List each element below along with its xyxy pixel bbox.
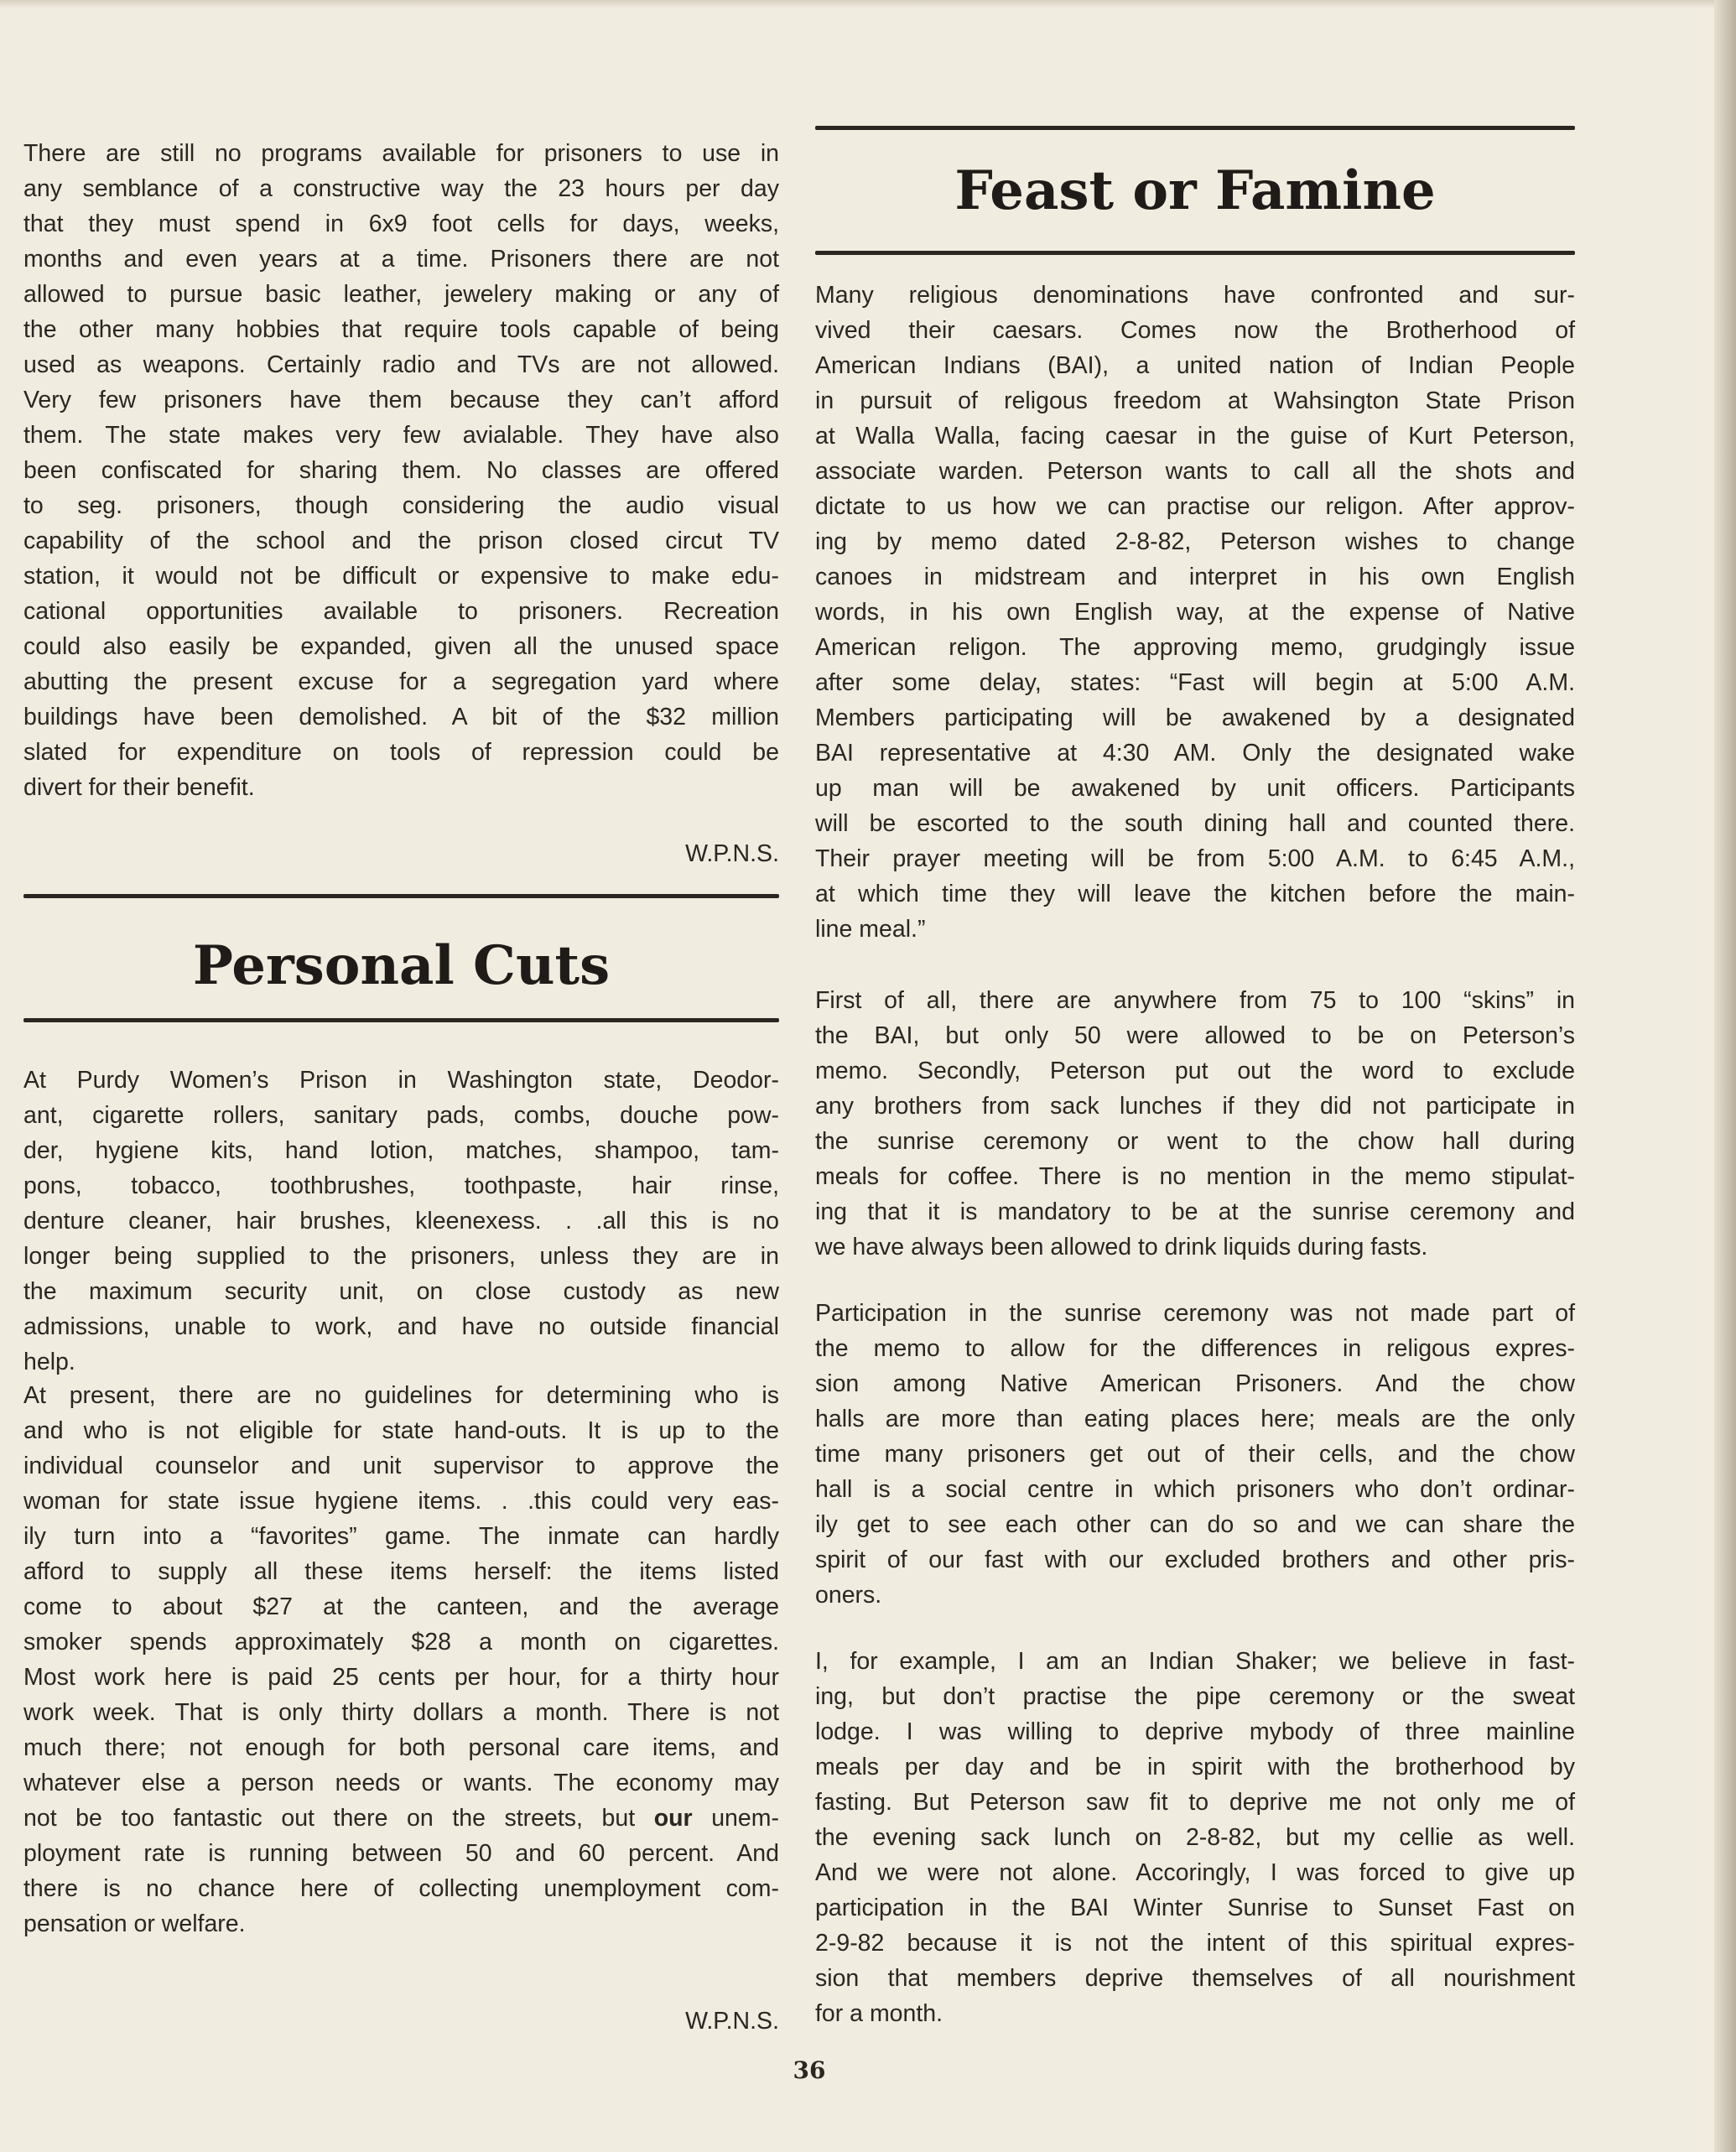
article-heading-feast-or-famine: Feast or Famine — [954, 159, 1436, 222]
text-line: associate warden. Peterson wants to call all the shots and — [815, 458, 1575, 485]
text-line: Very few prisoners have them because they can’t afford — [23, 387, 779, 413]
text-line: ing, but don’t practise the pipe ceremony or the sweat — [815, 1683, 1575, 1710]
text-line: Members participating will be awakened by a designated — [815, 704, 1575, 731]
text-line: ing by memo dated 2-8-82, Peterson wishes to change — [815, 528, 1575, 555]
text-line: the memo to allow for the differences in religous expres- — [815, 1335, 1575, 1362]
text-line: pons, tobacco, toothbrushes, toothpaste, hair rinse, — [23, 1172, 779, 1199]
text-line: fasting. But Peterson saw fit to deprive me not only me of — [815, 1789, 1575, 1816]
text-line: dictate to us how we can practise our religon. After approv- — [815, 493, 1575, 520]
text-line: to seg. prisoners, though considering the audio visual — [23, 492, 779, 519]
text-line: time many prisoners get out of their cells, and the chow — [815, 1441, 1575, 1468]
right-column — [815, 0, 1575, 2152]
text-line: Most work here is paid 25 cents per hour, for a thirty hour — [23, 1664, 779, 1691]
text-line: capability of the school and the prison closed circut TV — [23, 528, 779, 554]
text-line: At Purdy Women’s Prison in Washington state, Deodor- — [23, 1067, 779, 1094]
article-heading-personal-cuts: Personal Cuts — [192, 934, 611, 997]
text-line: afford to supply all these items herself: the items listed — [23, 1558, 779, 1585]
personal-cuts-paragraph-1 — [23, 1063, 779, 1380]
text-line: Many religious denominations have confronted and sur- — [815, 282, 1575, 309]
emphasis-text: our — [653, 1805, 693, 1832]
text-line: the BAI, but only 50 were allowed to be on Peterson’s — [815, 1022, 1575, 1049]
text-line: woman for state issue hygiene items. . .this could very eas- — [23, 1488, 779, 1515]
text-line: months and even years at a time. Prisoners there are not — [23, 246, 779, 273]
text-segment: unem- — [692, 1805, 779, 1832]
text-line: could also easily be expanded, given all the unused space — [23, 633, 779, 660]
text-line: meals for coffee. There is no mention in the memo stipulat- — [815, 1163, 1575, 1190]
text-line: At present, there are no guidelines for determining who is — [23, 1382, 779, 1409]
text-line: cational opportunities available to prisoners. Recreation — [23, 598, 779, 625]
text-line: oners. — [815, 1582, 882, 1609]
text-line: American Indians (BAI), a united nation of Indian People — [815, 352, 1575, 379]
feast-paragraph-2 — [815, 983, 1575, 1265]
text-line: the maximum security unit, on close custody as new — [23, 1278, 779, 1305]
heading-rule-top — [815, 126, 1575, 130]
text-line: we have always been allowed to drink liquids during fasts. — [815, 1234, 1428, 1261]
text-line: slated for expenditure on tools of repression could be — [23, 739, 779, 766]
text-line: station, it would not be difficult or expensive to make edu- — [23, 563, 779, 590]
text-line: up man will be awakened by unit officers. Participants — [815, 775, 1575, 802]
text-line: abutting the present excuse for a segregation yard where — [23, 668, 779, 695]
text-line: help. — [23, 1349, 75, 1375]
text-line: Their prayer meeting will be from 5:00 A.M. to 6:45 A.M., — [815, 845, 1575, 872]
text-line: hall is a social centre in which prisoners who don’t ordinar- — [815, 1476, 1575, 1503]
text-line: First of all, there are anywhere from 75 to 100 “skins” in — [815, 987, 1575, 1014]
text-line: been confiscated for sharing them. No classes are offered — [23, 457, 779, 484]
text-line: pensation or welfare. — [23, 1910, 246, 1937]
text-line: used as weapons. Certainly radio and TVs are not allowed. — [23, 351, 779, 378]
page-number: 36 — [793, 2056, 826, 2084]
text-line: ily turn into a “favorites” game. The inmate can hardly — [23, 1523, 779, 1550]
text-line: at Walla Walla, facing caesar in the guise of Kurt Peterson, — [815, 423, 1575, 450]
heading-rule-top — [23, 894, 779, 898]
text-line: ing that it is mandatory to be at the sunrise ceremony and — [815, 1198, 1575, 1225]
text-line: canoes in midstream and interpret in his own English — [815, 564, 1575, 590]
text-line: allowed to pursue basic leather, jewelery making or any of — [23, 281, 779, 308]
personal-cuts-paragraph-2 — [23, 1378, 779, 1941]
byline-wpns: W.P.N.S. — [685, 2008, 779, 2035]
text-line: American religon. The approving memo, grudgingly issue — [815, 634, 1575, 661]
heading-rule-bottom — [815, 251, 1575, 255]
text-line: ployment rate is running between 50 and 60 percent. And — [23, 1840, 779, 1867]
text-line: in pursuit of religous freedom at Wahsington State Prison — [815, 387, 1575, 414]
text-line: words, in his own English way, at the expense of Native — [815, 599, 1575, 626]
text-line: ily get to see each other can do so and we can share the — [815, 1511, 1575, 1538]
text-line: halls are more than eating places here; meals are the only — [815, 1406, 1575, 1432]
left-column — [23, 0, 779, 2152]
article-continuation-paragraph — [23, 136, 779, 805]
text-line: longer being supplied to the prisoners, unless they are in — [23, 1243, 779, 1270]
text-line: denture cleaner, hair brushes, kleenexess. . .all this is no — [23, 1208, 779, 1235]
text-line: them. The state makes very few avialable. They have also — [23, 422, 779, 449]
text-line: any semblance of a constructive way the 23 hours per day — [23, 175, 779, 202]
text-line: ant, cigarette rollers, sanitary pads, combs, douche pow- — [23, 1102, 779, 1129]
text-segment: not be too fantastic out there on the streets, but — [23, 1805, 654, 1832]
text-line: there is no chance here of collecting unemployment com- — [23, 1875, 779, 1902]
text-line: admissions, unable to work, and have no outside financial — [23, 1313, 779, 1340]
text-line: come to about $27 at the canteen, and the average — [23, 1593, 779, 1620]
text-line: buildings have been demolished. A bit of the $32 million — [23, 704, 779, 730]
text-line: meals per day and be in spirit with the brotherhood by — [815, 1754, 1575, 1780]
text-line: at which time they will leave the kitchen before the main- — [815, 881, 1575, 907]
feast-paragraph-3 — [815, 1296, 1575, 1613]
text-line: There are still no programs available for prisoners to use in — [23, 140, 779, 167]
feast-paragraph-4 — [815, 1644, 1575, 2031]
text-line: line meal.” — [815, 916, 926, 943]
text-line: much there; not enough for both personal care items, and — [23, 1734, 779, 1761]
text-line: 2-9-82 because it is not the intent of this spiritual expres- — [815, 1930, 1575, 1957]
text-line: sion that members deprive themselves of all nourishment — [815, 1965, 1575, 1992]
text-line: individual counselor and unit supervisor to approve the — [23, 1453, 779, 1479]
text-line: sion among Native American Prisoners. And the chow — [815, 1370, 1575, 1397]
text-line: divert for their benefit. — [23, 774, 255, 801]
text-line: any brothers from sack lunches if they did not participate in — [815, 1093, 1575, 1120]
text-line: vived their caesars. Comes now the Brotherhood of — [815, 317, 1575, 344]
text-line: memo. Secondly, Peterson put out the word to exclude — [815, 1058, 1575, 1084]
text-line: spirit of our fast with our excluded brothers and other pris- — [815, 1546, 1575, 1573]
text-line: And we were not alone. Accoringly, I was forced to give up — [815, 1859, 1575, 1886]
page-right-edge — [1714, 0, 1736, 2152]
text-line: der, hygiene kits, hand lotion, matches, shampoo, tam- — [23, 1137, 779, 1164]
byline-wpns: W.P.N.S. — [685, 840, 779, 867]
text-line: BAI representative at 4:30 AM. Only the designated wake — [815, 740, 1575, 767]
text-line: the other many hobbies that require tools capable of being — [23, 316, 779, 343]
text-line: the evening sack lunch on 2-8-82, but my cellie as well. — [815, 1824, 1575, 1851]
text-line: I, for example, I am an Indian Shaker; we believe in fast- — [815, 1648, 1575, 1675]
text-line: will be escorted to the south dining hall and counted there. — [815, 810, 1575, 837]
text-line: lodge. I was willing to deprive mybody of three mainline — [815, 1718, 1575, 1745]
text-line: whatever else a person needs or wants. The economy may — [23, 1770, 779, 1796]
text-line — [23, 1801, 779, 1836]
feast-paragraph-1 — [815, 278, 1575, 947]
heading-rule-bottom — [23, 1018, 779, 1022]
text-line: Participation in the sunrise ceremony was not made part of — [815, 1300, 1575, 1327]
text-line: that they must spend in 6x9 foot cells for days, weeks, — [23, 211, 779, 237]
text-line: after some delay, states: “Fast will begin at 5:00 A.M. — [815, 669, 1575, 696]
text-line: and who is not eligible for state hand-outs. It is up to the — [23, 1417, 779, 1444]
text-line: the sunrise ceremony or went to the chow hall during — [815, 1128, 1575, 1155]
text-line: smoker spends approximately $28 a month on cigarettes. — [23, 1629, 779, 1656]
text-line: for a month. — [815, 2000, 943, 2027]
text-line: participation in the BAI Winter Sunrise to Sunset Fast on — [815, 1895, 1575, 1921]
text-line: work week. That is only thirty dollars a month. There is not — [23, 1699, 779, 1726]
